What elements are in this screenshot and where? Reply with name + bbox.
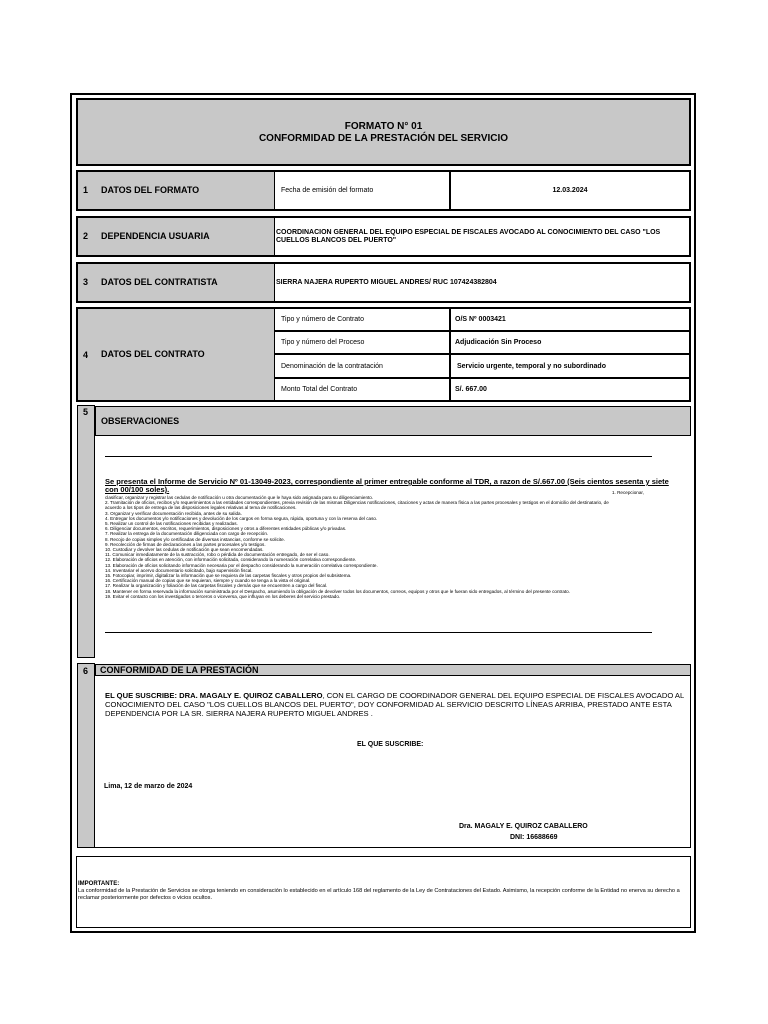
observation-item: clasificar, organizar y registrar las cedulas de notificación u otra documentación que le haya sido asignada para su diligenciamiento. [105,495,374,500]
contract-row-1-value [450,308,690,331]
format-date-label-text: Fecha de emisión del formato [281,187,374,194]
section-2-number: 2 [83,231,89,241]
contract-row-4-label [274,378,450,401]
observation-item: 5. Realizar un control de las notificaciones recibidas y realizadas. [105,521,238,527]
observation-item: acuerdo a los tipos de entrega de las disposiciones legales relativas al tema de notificaciones. [105,505,297,511]
observation-item: 17. Realizar la organización y foliación de las carpetas fiscales y demás que se encuentren a cargo del fiscal. [105,583,328,589]
form-subtitle: CONFORMIDAD DE LA PRESTACIÓN DEL SERVICIO [258,132,509,144]
suscribe-label: EL QUE SUSCRIBE: [357,741,424,748]
observations-top-rule [105,456,652,457]
observation-item: 15. Fotocopiar, imprimir, digitalizar la información que se requiera de las carpetas fiscales y otros propios del subsistema. [105,573,352,579]
place-date: Lima, 12 de marzo de 2024 [104,783,193,790]
observation-item: 12. Elaboración de oficios en atención, con información solicitada, considerando la numeración correlativa correspondiente. [105,557,357,563]
contract-row-2-label [274,331,450,354]
contractor-value-text: SIERRA NAJERA RUPERTO MIGUEL ANDRES/ RUC 107424382804 [276,279,497,286]
contract-type-label: Tipo y número de Contrato [281,316,365,323]
observation-item: 7. Realizar la entrega de la documentación diligenciada con cargo de recepción. [105,531,269,537]
section-6-sidebar [77,663,95,848]
dependency-value-text: COORDINACION GENERAL DEL EQUIPO ESPECIAL DE FISCALES AVOCADO AL CONOCIMIENTO DEL CASO "LOS CUELLOS BLANCOS DEL PUERTO" [276,229,661,244]
section-1-number: 1 [83,185,89,195]
section-2-label: DEPENDENCIA USUARIA [101,231,210,241]
section-6-number: 6 [83,666,89,676]
observations-main-text-content: Se presenta el Informe de Servicio Nº 01-13049-2023, correspondiente al primer entregable conforme al TDR, a razon de S/.667.00 (Seis cientos sesenta y siete con 00/100 soles). [105,477,669,494]
format-date-value-text: 12.03.2024 [552,187,588,194]
observation-item: 18. Mantener en forma reservada la información suministrada por el Despacho, asumiendo la obligación de devolver todos los documentos, correos, equipos y otros que le fueran sido entregados, al término del presente contrato. [105,588,570,594]
observations-list [105,495,690,599]
observation-item: 16. Certificación manual de copias que se requieran, siempre y cuando se tenga a la vista el original. [105,578,311,584]
important-text [78,888,688,902]
section-6-label: CONFORMIDAD DE LA PRESTACIÓN [100,665,259,675]
contract-row-1-label [274,308,450,331]
signer-dni: DNI: 16688669 [510,834,558,841]
section-6-header [95,664,691,676]
format-date-label [274,171,450,210]
contract-name-value: Servicio urgente, temporal y no subordinado [457,362,606,370]
observation-item: 4. Entregar los documentos y/o notificaciones y devolución de los cargos en forma segura, rápida, oportuna y con la reserva del caso. [105,515,378,521]
important-title: IMPORTANTE: [78,881,120,887]
observation-item: 3. Organizar y verificar documentación recibida, antes de su salida. [105,510,242,516]
dependency-value [274,217,690,256]
contract-type-value: O/S Nº 0003421 [455,316,506,323]
observation-item: 6. Diligenciar documentos, escritos, requerimientos, disposiciones y otros a diferentes entidades públicas y/o privadas. [105,526,347,532]
signer-name: Dra. MAGALY E. QUIROZ CABALLERO [459,823,588,830]
contract-row-2-value [450,331,690,354]
section-1-label: DATOS DEL FORMATO [101,185,200,195]
observations-main-text [105,478,682,494]
contract-amount-label: Monto Total del Contrato [281,386,358,393]
section-4-number: 4 [83,350,89,360]
observation-item: 9. Recolección de firmas de declaraciones a las partes procesales y/o testigos. [105,541,266,547]
observations-side-note: 1. Recepcionar, [612,490,644,495]
section-5-label: OBSERVACIONES [101,416,180,426]
section-4-label: DATOS DEL CONTRATO [101,349,205,359]
contractor-value [274,263,690,302]
observation-item: 14. Inventariar el acervo documentario solicitado, bajo supervisión fiscal. [105,567,253,573]
form-title: FORMATO N° 01 [344,120,423,132]
section-5-header [95,406,691,436]
contract-amount-value: S/. 667.00 [455,386,487,393]
process-type-value: Adjudicación Sin Proceso [455,339,542,346]
form-header [76,98,691,166]
section-5-number: 5 [83,407,89,417]
contract-name-label: Denominación de la contratación [281,362,383,370]
contract-row-3-value [450,354,690,378]
section-3-number: 3 [83,277,89,287]
format-date-value [450,171,690,210]
section-5-sidebar [77,405,95,658]
process-type-label: Tipo y número del Proceso [281,339,365,346]
observation-item: 19. Evitar el contacto con los investigados o terceros o viceversa, que influyan en los deberes del servicio prestado. [105,593,341,599]
observation-item: 2. Tramitación de oficios, recibos y/o requerimientos a las entidades correspondientes, previa revisión de las mismas Diligencias notificaciones, citaciones y actas de manera física a las partes procesales y testigos en el domicilio del destinatario, de [105,500,609,506]
conformity-paragraph-prefix: EL QUE SUSCRIBE: DRA. MAGALY E. QUIROZ CABALLERO [105,691,323,700]
observation-item: 8. Recojo de copias simples y/o certificadas de diversas instancias, conforme se solicite. [105,536,286,542]
section-3-label: DATOS DEL CONTRATISTA [101,277,218,287]
observation-item: 11. Comunicar inmediatamente de la sustracción, robo o pérdida de documentación entregado, de ser el caso. [105,552,330,558]
contract-row-3-label [274,354,450,378]
observation-item: 10. Custodiar y devolver las cedulas de notificación que sean encomendadas. [105,547,264,553]
observations-bottom-rule [105,632,652,633]
conformity-paragraph-rest: , CON EL CARGO DE COORDINADOR GENERAL DEL EQUIPO ESPECIAL DE FISCALES AVOCADO AL CONOCIMIENTO DEL CASO "LOS CUELLOS BLANCOS DEL PUERTO", DOY CONFORMIDAD AL SERVICIO DESCRITO LÍNEAS ARRIBA, PRESTADO ANTE ESTA DEPENDENCIA POR LA SR. SIERRA NAJERA RUPERTO MIGUEL ANDRES . [105,691,684,718]
contract-row-4-value [450,378,690,401]
important-text-content: La conformidad de la Prestación de Servicios se otorga teniendo en consideración lo establecido en el artículo 168 del reglamento de la Ley de Contrataciones del Estado. Asimismo, la recepción conforme de la Entidad no enerva su derecho a reclamar posteriormente por defectos o vicios ocultos. [78,888,680,901]
conformity-paragraph [105,691,685,718]
observation-item: 13. Elaboración de oficios solicitando información necesaria por el despacho considerando la numeración correlativa correspondiente. [105,562,378,568]
